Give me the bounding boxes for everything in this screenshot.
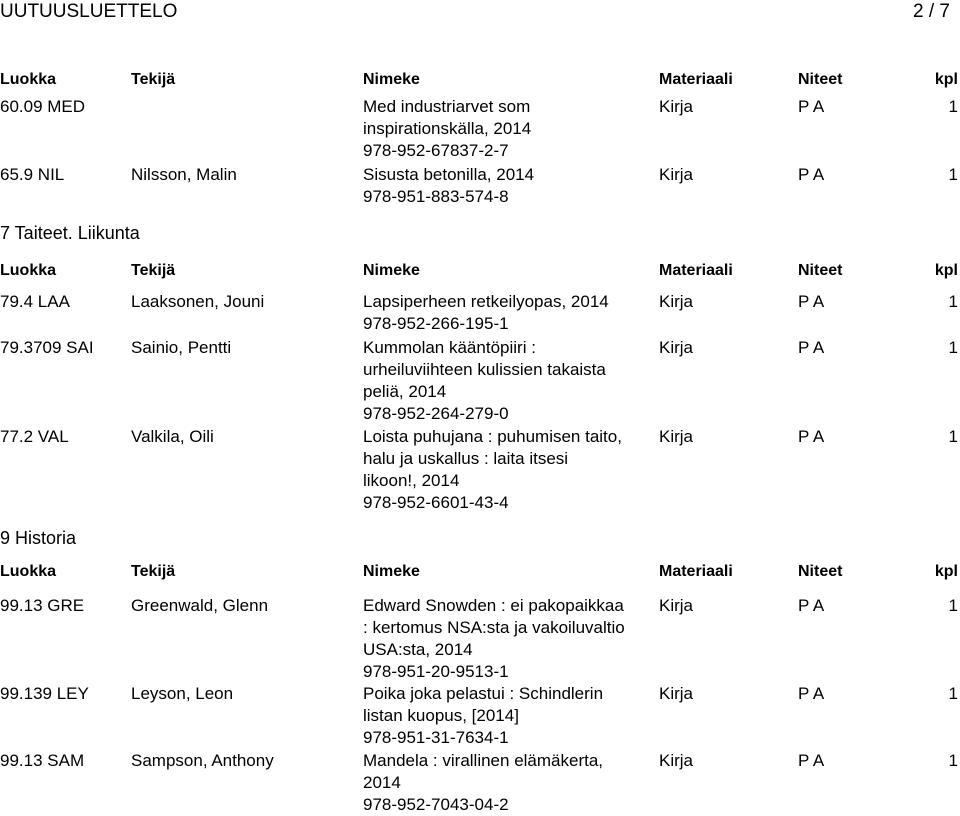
cell-tekija: Greenwald, Glenn — [131, 596, 269, 615]
cell-nimeke — [363, 426, 633, 514]
cell-nimeke — [363, 595, 633, 683]
nimeke-line: halu ja uskallus : laita itsesi — [363, 449, 569, 468]
cell-tekija: Nilsson, Malin — [131, 165, 237, 184]
header-tekija: Tekijä — [131, 262, 176, 279]
cell-nimeke — [363, 683, 633, 749]
cell-kpl: 1 — [948, 751, 958, 770]
nimeke-line: Poika joka pelastui : Schindlerin — [363, 684, 604, 703]
nimeke-line: 978-951-20-9513-1 — [363, 662, 509, 681]
header-luokka: Luokka — [0, 563, 57, 580]
cell-tekija: Sampson, Anthony — [131, 751, 274, 770]
table-row — [0, 337, 960, 423]
cell-materiaali: Kirja — [659, 97, 694, 116]
cell-nimeke — [363, 291, 633, 335]
header-nimeke: Nimeke — [363, 262, 420, 279]
header-materiaali: Materiaali — [659, 71, 733, 88]
nimeke-line: peliä, 2014 — [363, 382, 447, 401]
cell-materiaali: Kirja — [659, 292, 694, 311]
cell-luokka: 79.3709 SAI — [0, 338, 94, 357]
nimeke-line: 978-952-7043-04-2 — [363, 795, 509, 814]
header-niteet: Niteet — [798, 262, 843, 279]
table-row — [0, 750, 960, 814]
cell-materiaali: Kirja — [659, 751, 694, 770]
header-luokka: Luokka — [0, 262, 57, 279]
nimeke-line: 2014 — [363, 773, 401, 792]
nimeke-line: 978-951-883-574-8 — [363, 187, 509, 206]
cell-kpl: 1 — [948, 97, 958, 116]
cell-niteet: P A — [798, 165, 825, 184]
nimeke-line: USA:sta, 2014 — [363, 640, 473, 659]
header-materiaali: Materiaali — [659, 563, 733, 580]
nimeke-line: urheiluviihteen kulissien takaista — [363, 360, 606, 379]
cell-nimeke — [363, 96, 633, 162]
cell-materiaali: Kirja — [659, 427, 694, 446]
nimeke-line: Mandela : virallinen elämäkerta, — [363, 751, 604, 770]
nimeke-line: 978-952-6601-43-4 — [363, 493, 509, 512]
nimeke-line: listan kuopus, [2014] — [363, 706, 519, 725]
nimeke-line: likoon!, 2014 — [363, 471, 460, 490]
cell-luokka: 77.2 VAL — [0, 427, 69, 446]
cell-kpl: 1 — [948, 596, 958, 615]
cell-nimeke — [363, 337, 633, 425]
nimeke-line: Loista puhujana : puhumisen taito, — [363, 427, 622, 446]
header-nimeke: Nimeke — [363, 71, 420, 88]
page-number: 2 / 7 — [913, 1, 950, 22]
nimeke-line: Sisusta betonilla, 2014 — [363, 165, 535, 184]
cell-kpl: 1 — [948, 338, 958, 357]
cell-materiaali: Kirja — [659, 684, 694, 703]
cell-tekija: Laaksonen, Jouni — [131, 292, 265, 311]
cell-nimeke — [363, 750, 633, 816]
cell-niteet: P A — [798, 338, 825, 357]
cell-tekija: Sainio, Pentti — [131, 338, 232, 357]
header-tekija: Tekijä — [131, 563, 176, 580]
table-row — [0, 595, 960, 681]
header-nimeke: Nimeke — [363, 563, 420, 580]
nimeke-line: : kertomus NSA:sta ja vakoiluvaltio — [363, 618, 625, 637]
cell-tekija: Leyson, Leon — [131, 684, 234, 703]
cell-niteet: P A — [798, 684, 825, 703]
header-niteet: Niteet — [798, 563, 843, 580]
cell-materiaali: Kirja — [659, 596, 694, 615]
nimeke-line: inspirationskälla, 2014 — [363, 119, 532, 138]
header-kpl: kpl — [934, 71, 958, 88]
cell-kpl: 1 — [948, 165, 958, 184]
nimeke-line: 978-952-67837-2-7 — [363, 141, 509, 160]
cell-luokka: 65.9 NIL — [0, 165, 65, 184]
cell-luokka: 60.09 MED — [0, 97, 86, 116]
nimeke-line: Med industriarvet som — [363, 97, 531, 116]
cell-luokka: 99.13 GRE — [0, 596, 85, 615]
cell-luokka: 79.4 LAA — [0, 292, 70, 311]
cell-niteet: P A — [798, 596, 825, 615]
cell-luokka: 99.13 SAM — [0, 751, 85, 770]
cell-kpl: 1 — [948, 427, 958, 446]
header-kpl: kpl — [934, 262, 958, 279]
table-header — [0, 561, 960, 583]
table-row — [0, 291, 960, 333]
cell-materiaali: Kirja — [659, 338, 694, 357]
cell-tekija: Valkila, Oili — [131, 427, 214, 446]
cell-niteet: P A — [798, 751, 825, 770]
cell-nimeke — [363, 164, 633, 208]
header-kpl: kpl — [934, 563, 958, 580]
table-row — [0, 426, 960, 512]
section-title: 9 Historia — [0, 528, 77, 548]
table-row — [0, 96, 960, 160]
cell-kpl: 1 — [948, 684, 958, 703]
nimeke-line: Edward Snowden : ei pakopaikkaa — [363, 596, 624, 615]
cell-kpl: 1 — [948, 292, 958, 311]
table-row — [0, 683, 960, 747]
cell-niteet: P A — [798, 97, 825, 116]
nimeke-line: Lapsiperheen retkeilyopas, 2014 — [363, 292, 609, 311]
header-materiaali: Materiaali — [659, 262, 733, 279]
nimeke-line: 978-952-266-195-1 — [363, 314, 509, 333]
table-header — [0, 260, 960, 282]
doc-title: UUTUUSLUETTELO — [0, 1, 178, 22]
cell-luokka: 99.139 LEY — [0, 684, 89, 703]
header-luokka: Luokka — [0, 71, 57, 88]
table-header — [0, 69, 960, 91]
cell-niteet: P A — [798, 427, 825, 446]
nimeke-line: 978-951-31-7634-1 — [363, 728, 509, 747]
nimeke-line: Kummolan kääntöpiiri : — [363, 338, 536, 357]
table-row — [0, 164, 960, 206]
header-niteet: Niteet — [798, 71, 843, 88]
cell-materiaali: Kirja — [659, 165, 694, 184]
section-title: 7 Taiteet. Liikunta — [0, 223, 140, 243]
cell-niteet: P A — [798, 292, 825, 311]
header-tekija: Tekijä — [131, 71, 176, 88]
nimeke-line: 978-952-264-279-0 — [363, 404, 509, 423]
